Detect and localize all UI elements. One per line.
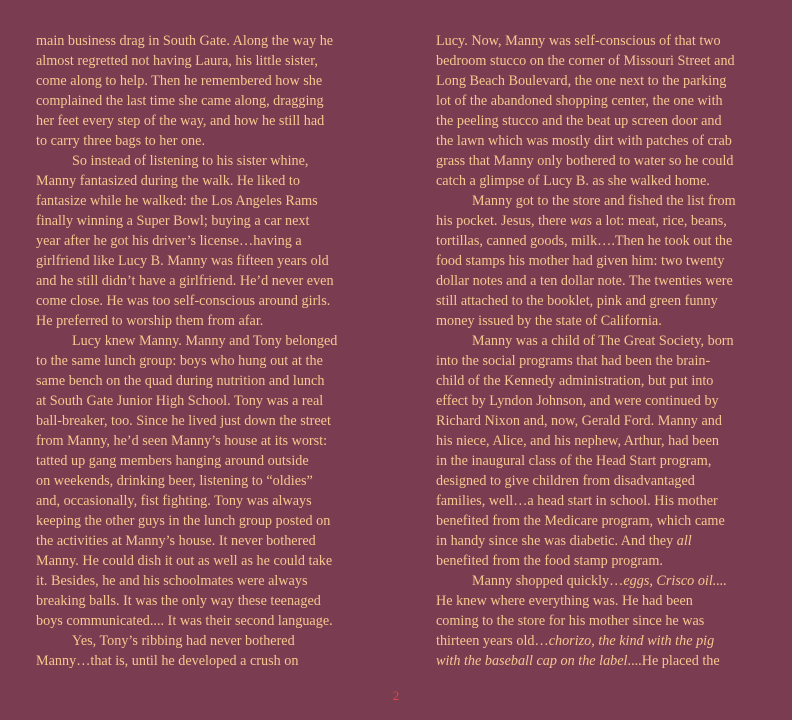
text-line (436, 611, 758, 631)
text-segment: Yes, Tony’s ribbing had never bothered (72, 633, 295, 649)
text-segment: to carry three bags to her one. (36, 133, 205, 149)
text-segment: same bench on the quad during nutrition and lunch (36, 373, 325, 389)
text-line (436, 431, 758, 451)
text-line (36, 311, 358, 331)
text-segment: money issued by the state of California. (436, 313, 662, 329)
text-segment: He knew where everything was. He had been (436, 593, 693, 609)
text-segment: fantasize while he walked: the Los Angeles Rams (36, 193, 318, 209)
text-segment: into the social programs that had been the brain- (436, 353, 711, 369)
text-line (36, 251, 358, 271)
text-line (436, 291, 758, 311)
text-segment: Richard Nixon and, now, Gerald Ford. Manny and (436, 413, 722, 429)
text-line (36, 271, 358, 291)
text-segment: tortillas, canned goods, milk….Then he took out the (436, 233, 733, 249)
text-line (36, 391, 358, 411)
text-segment: effect by Lyndon Johnson, and were continued by (436, 393, 719, 409)
text-line (36, 171, 358, 191)
text-line (36, 231, 358, 251)
text-segment: Manny fantasized during the walk. He liked to (36, 173, 300, 189)
text-line (36, 331, 358, 351)
italic-text: all (676, 533, 692, 549)
text-segment: Lucy knew Manny. Manny and Tony belonged (72, 333, 338, 349)
text-line (36, 431, 358, 451)
text-segment: grass that Manny only bothered to water so he could (436, 153, 734, 169)
text-line (436, 531, 758, 551)
text-segment: Manny got to the store and fished the list from (472, 193, 736, 209)
text-line (36, 451, 358, 471)
text-line (36, 71, 358, 91)
text-line (36, 291, 358, 311)
text-segment: Lucy. Now, Manny was self-conscious of that two (436, 33, 721, 49)
text-line (436, 211, 758, 231)
text-line (36, 131, 358, 151)
text-line (436, 371, 758, 391)
italic-text: with the baseball cap on the label (436, 653, 628, 669)
text-segment: the lawn which was mostly dirt with patches of crab (436, 133, 732, 149)
text-line (36, 471, 358, 491)
text-segment: designed to give children from disadvantaged (436, 473, 695, 489)
text-segment: at South Gate Junior High School. Tony was a real (36, 393, 324, 409)
text-segment: her feet every step of the way, and how he still had (36, 113, 325, 129)
italic-text: eggs, Crisco oil.... (623, 573, 727, 589)
text-line (436, 231, 758, 251)
left-text-column (36, 31, 358, 671)
text-segment: Manny. He could dish it out as well as he could take (36, 553, 333, 569)
text-segment: coming to the store for his mother since he was (436, 613, 705, 629)
text-segment: boys communicated.... It was their second language. (36, 613, 333, 629)
text-segment: benefited from the Medicare program, which came (436, 513, 725, 529)
text-segment: Manny shopped quickly… (472, 573, 624, 589)
text-segment: it. Besides, he and his schoolmates were always (36, 573, 308, 589)
text-line (36, 111, 358, 131)
text-segment: and he still didn’t have a girlfriend. He’d never even (36, 273, 334, 289)
text-segment: food stamps his mother had given him: two twenty (436, 253, 725, 269)
italic-text: chorizo, the kind with the pig (548, 633, 715, 649)
text-line (436, 351, 758, 371)
text-segment: ball-breaker, too. Since he lived just down the street (36, 413, 331, 429)
text-line (36, 651, 358, 671)
text-segment: from Manny, he’d seen Manny’s house at its worst: (36, 433, 328, 449)
text-line (36, 531, 358, 551)
text-segment: catch a glimpse of Lucy B. as she walked home. (436, 173, 710, 189)
text-line (436, 91, 758, 111)
text-segment: families, well…a head start in school. His mother (436, 493, 718, 509)
text-segment: on weekends, drinking beer, listening to “oldies” (36, 473, 313, 489)
text-segment: dollar notes and a ten dollar note. The twenties were (436, 273, 733, 289)
text-line (36, 191, 358, 211)
text-line (436, 471, 758, 491)
text-segment: main business drag in South Gate. Along the way he (36, 33, 334, 49)
text-line (436, 271, 758, 291)
text-line (36, 591, 358, 611)
text-segment: a lot: meat, rice, beans, (592, 213, 727, 229)
text-segment: girlfriend like Lucy B. Manny was fifteen years old (36, 253, 329, 269)
text-line (436, 591, 758, 611)
italic-text: was (569, 213, 593, 229)
text-line (436, 331, 758, 351)
text-segment: his niece, Alice, and his nephew, Arthur, had been (436, 433, 719, 449)
text-line (436, 491, 758, 511)
text-segment: come close. He was too self-conscious around girls. (36, 293, 331, 309)
text-line (36, 211, 358, 231)
text-segment: still attached to the booklet, pink and green funny (436, 293, 718, 309)
text-line (436, 451, 758, 471)
text-segment: bedroom stucco on the corner of Missouri Street and (436, 53, 735, 69)
text-line (436, 31, 758, 51)
text-segment: his pocket. Jesus, there (436, 213, 570, 229)
right-text-column (436, 31, 758, 671)
text-line (436, 411, 758, 431)
text-segment: thirteen years old… (436, 633, 549, 649)
text-segment: breaking balls. It was the only way these teenaged (36, 593, 321, 609)
page-number: 2 (392, 688, 400, 703)
text-line (436, 171, 758, 191)
text-line (36, 411, 358, 431)
text-line (436, 651, 758, 671)
text-segment: to the same lunch group: boys who hung out at the (36, 353, 323, 369)
text-segment: He preferred to worship them from afar. (36, 313, 264, 329)
text-segment: the peeling stucco and the beat up screen door and (436, 113, 722, 129)
text-segment: tatted up gang members hanging around outside (36, 453, 309, 469)
text-line (36, 511, 358, 531)
text-line (36, 151, 358, 171)
text-line (436, 251, 758, 271)
text-line (36, 571, 358, 591)
text-segment: complained the last time she came along, dragging (36, 93, 324, 109)
text-line (36, 631, 358, 651)
text-segment: in the inaugural class of the Head Start program, (436, 453, 712, 469)
text-segment: child of the Kennedy administration, but put into (436, 373, 714, 389)
text-line (436, 311, 758, 331)
text-line (436, 51, 758, 71)
text-line (36, 371, 358, 391)
text-segment: year after he got his driver’s license…having a (36, 233, 302, 249)
text-segment: keeping the other guys in the lunch group posted on (36, 513, 331, 529)
text-line (436, 71, 758, 91)
text-segment: and, occasionally, fist fighting. Tony was always (36, 493, 312, 509)
text-line (436, 571, 758, 591)
text-line (36, 611, 358, 631)
text-segment: So instead of listening to his sister whine, (72, 153, 309, 169)
text-line (436, 151, 758, 171)
text-segment: come along to help. Then he remembered how she (36, 73, 323, 89)
text-line (36, 491, 358, 511)
text-line (36, 551, 358, 571)
text-segment: Manny was a child of The Great Society, born (472, 333, 734, 349)
text-line (436, 631, 758, 651)
text-segment: the activities at Manny’s house. It never bothered (36, 533, 316, 549)
text-segment: ....He placed the (627, 653, 720, 669)
text-segment: Manny…that is, until he developed a crush on (36, 653, 299, 669)
text-segment: Long Beach Boulevard, the one next to the parking (436, 73, 727, 89)
text-segment: lot of the abandoned shopping center, the one with (436, 93, 723, 109)
text-line (36, 91, 358, 111)
text-line (36, 31, 358, 51)
text-line (436, 391, 758, 411)
text-line (436, 511, 758, 531)
text-segment: almost regretted not having Laura, his little sister, (36, 53, 318, 69)
text-line (36, 51, 358, 71)
text-line (436, 191, 758, 211)
text-line (436, 111, 758, 131)
text-line (436, 131, 758, 151)
text-line (436, 551, 758, 571)
text-segment: finally winning a Super Bowl; buying a car next (36, 213, 310, 229)
text-line (36, 351, 358, 371)
text-segment: in handy since she was diabetic. And they (436, 533, 677, 549)
text-segment: benefited from the food stamp program. (436, 553, 663, 569)
